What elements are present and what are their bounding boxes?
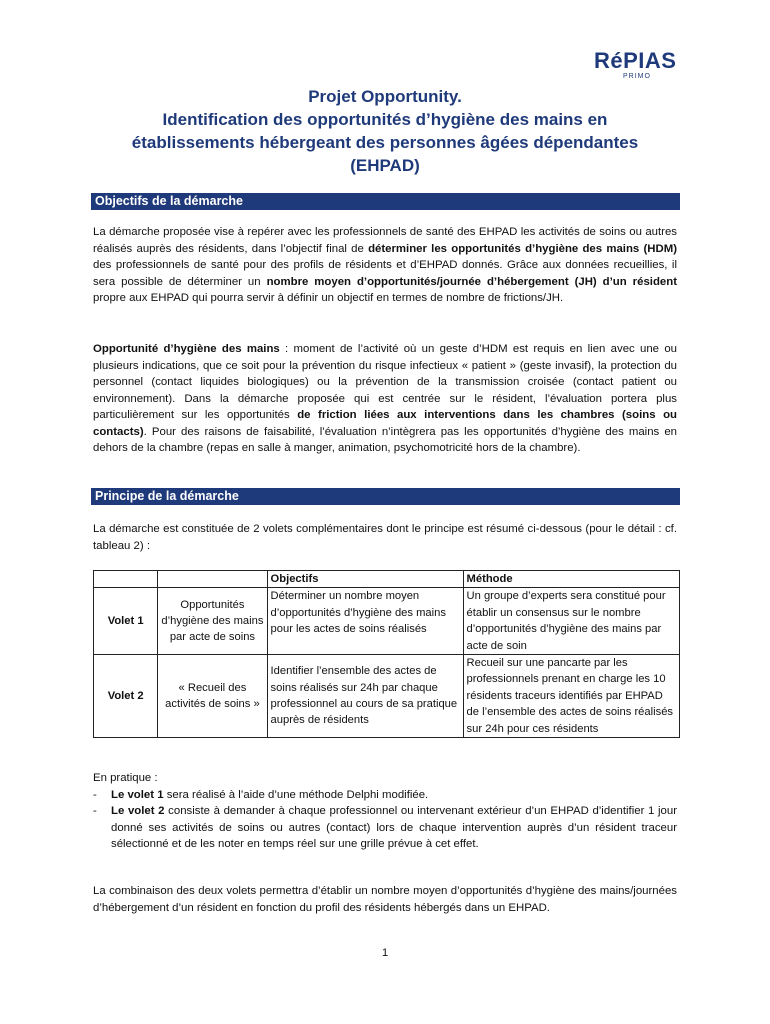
repias-logo	[594, 50, 680, 82]
list-item	[93, 803, 677, 853]
title-line-4: (EHPAD)	[350, 156, 420, 175]
en-pratique-label: En pratique :	[93, 772, 158, 784]
text-run-bold: déterminer les opportunités d’hygiène des mains (HDM)	[368, 242, 677, 255]
bullet-dash: -	[93, 788, 97, 801]
volet-objectif: Identifier l’ensemble des actes de soins réalisés sur 24h par chaque professionnel au cours de sa pratique auprès de résidents	[267, 655, 463, 738]
table-row	[94, 588, 680, 655]
table-header-cell	[94, 571, 158, 588]
table-header-cell	[158, 571, 267, 588]
principe-intro: La démarche est constituée de 2 volets complémentaires dont le principe est résumé ci-dessous (pour le détail : cf. tableau 2) :	[93, 523, 677, 552]
text-run-bold: Opportunité d’hygiène des mains	[93, 343, 280, 355]
text-run-bold: Le volet 1	[111, 788, 164, 801]
text-run: des professionnels de santé pour des profils de résidents et d’EHPAD donnés. Grâce aux données recueillies, il sera possible de déterminer un	[93, 259, 677, 288]
bullet-dash: -	[93, 805, 97, 817]
page-title	[90, 85, 680, 177]
text-run-bold: de friction liées aux interventions dans les chambres (soins ou contacts)	[93, 409, 677, 438]
volet-methode: Recueil sur une pancarte par les professionnels prenant en charge les 10 résidents traceurs identifiés par EHPAD de l’ensemble des actes de soins réalisés sur 24h pour ces résidents	[463, 655, 679, 738]
title-line-3: établissements hébergeant des personnes âgées dépendantes	[131, 133, 639, 152]
title-line-1: Projet Opportunity.	[308, 87, 462, 106]
text-run-bold: Le volet 2	[111, 805, 165, 817]
volet-objectif: Déterminer un nombre moyen d’opportunités d’hygiène des mains pour les actes de soins réalisés	[267, 588, 463, 655]
volet-name: Opportunités d’hygiène des mains par acte de soins	[158, 588, 267, 655]
text-run: La démarche proposée vise à repérer avec les professionnels de santé des EHPAD les activités de soins ou autres réalisés auprès des résidents, dans l’objectif final de	[93, 226, 677, 255]
en-pratique-list	[93, 770, 677, 853]
table-row	[94, 655, 680, 738]
table-header-objectifs: Objectifs	[267, 571, 463, 588]
section-heading-objectifs: Objectifs de la démarche	[91, 193, 680, 210]
page-number: 1	[381, 947, 389, 959]
volet-label: Volet 1	[94, 588, 158, 655]
volet-name: « Recueil des activités de soins »	[158, 655, 267, 738]
text-run: : moment de l’activité où un geste d’HDM est requis en lien avec une ou plusieurs indications, que ce soit pour la prévention du risque infectieux « patient » (geste invasif), la protection du personnel (contact liquides biologiques) ou la prévention de la transmission croisée (contact patient ou environnement). Dans la démarche proposée qui est centrée sur le résident, l’évaluation portera plus particulièrement sur les opportunités	[93, 343, 677, 421]
conclusion-paragraph: La combinaison des deux volets permettra d’établir un nombre moyen d’opportunités d’hygiène des mains/journées d’hébergement d’un résident en fonction du profil des résidents hébergés dans un EHPAD.	[93, 885, 677, 914]
list-item-text	[111, 787, 428, 804]
section-heading-principe: Principe de la démarche	[91, 488, 680, 505]
text-run: propre aux EHPAD qui pourra servir à définir un objectif en termes de nombre de frictions/JH.	[93, 292, 564, 304]
volet-label: Volet 2	[94, 655, 158, 738]
volet-methode: Un groupe d’experts sera constitué pour établir un consensus sur le nombre d’opportunités d’hygiène des mains par acte de soin	[463, 588, 679, 655]
logo-sub: PRIMO	[623, 73, 651, 80]
text-run: sera réalisé à l’aide d’une méthode Delphi modifiée.	[163, 788, 429, 801]
table-header-methode: Méthode	[463, 571, 679, 588]
table-header-row	[94, 571, 680, 588]
volets-table	[93, 570, 680, 738]
opportunite-definition-paragraph	[93, 341, 677, 457]
text-run-bold: nombre moyen d’opportunités/journée d’hébergement (JH) d’un résident	[266, 275, 677, 288]
text-run: . Pour des raisons de faisabilité, l’évaluation n’intègrera pas les opportunités d’hygiène des mains en dehors de la chambre (repas en salle à manger, animation, psychomotricité hors de la chambre).	[93, 425, 677, 454]
logo-name: RéPIAS	[594, 48, 677, 73]
title-line-2: Identification des opportunités d’hygiène des mains en	[162, 110, 608, 129]
objectifs-paragraph	[93, 224, 677, 307]
text-run: consiste à demander à chaque professionnel ou intervenant extérieur d’un EHPAD d’identifier 1 jour donné ses activités de soins ou autres (contact) lors de chaque intervention auprès d’un résident traceur sélectionné et de les noter en temps réel sur une grille prévue à cet effet.	[111, 805, 677, 850]
list-item-text	[111, 803, 677, 853]
list-item	[93, 787, 677, 804]
